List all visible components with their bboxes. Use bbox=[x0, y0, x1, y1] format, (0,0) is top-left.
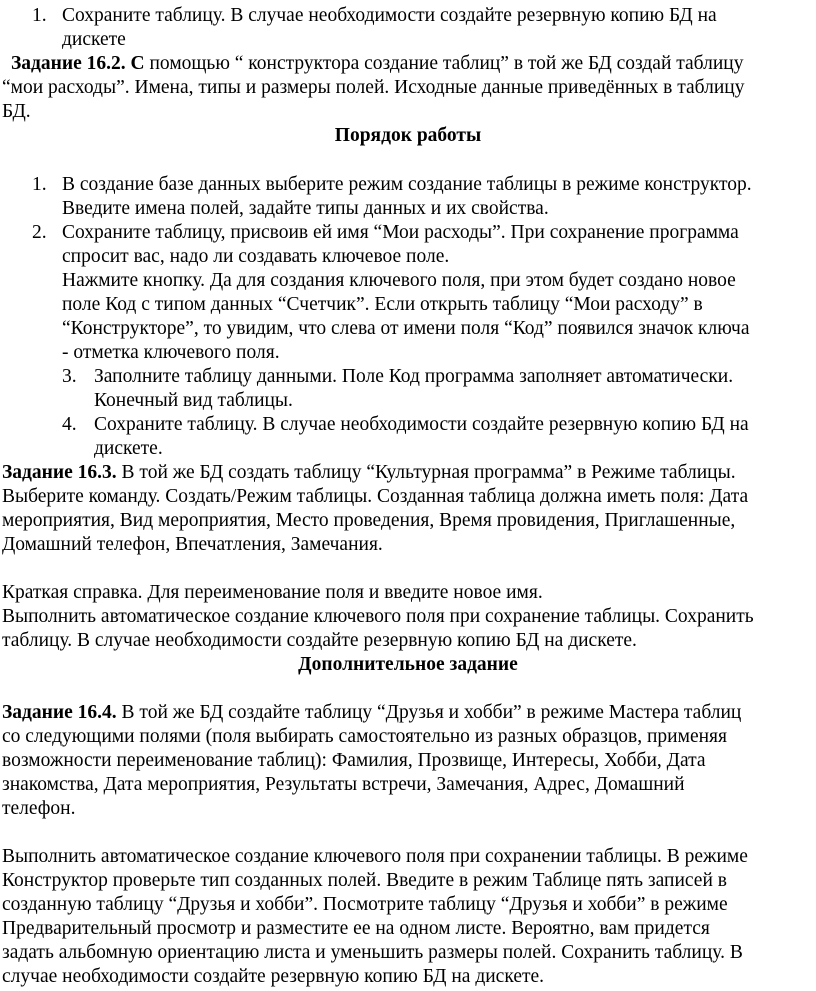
text-line: Выберите команду. Создать/Режим таблицы. Созданная таблица должна иметь поля: Дата bbox=[2, 486, 749, 507]
text-line: Сохраните таблицу. В случае необходимости создайте резервную копию БД на bbox=[62, 5, 717, 26]
text-line: В создание базе данных выберите режим создание таблицы в режиме конструктор. bbox=[62, 174, 752, 195]
text-line: БД. bbox=[2, 101, 31, 122]
list-number: 4. bbox=[62, 414, 77, 435]
text-line: Домашний телефон, Впечатления, Замечания. bbox=[2, 534, 383, 555]
text-line: Введите имена полей, задайте типы данных и их свойства. bbox=[62, 198, 549, 219]
text-line: случае необходимости создайте резервную копию БД на дискете. bbox=[2, 966, 545, 987]
list-number: 1. bbox=[32, 174, 47, 195]
text-line: таблицу. В случае необходимости создайте резервную копию БД на дискете. bbox=[2, 630, 637, 651]
text-line: спросит вас, надо ли создавать ключевое поле. bbox=[62, 246, 450, 267]
list-number: 2. bbox=[32, 222, 47, 243]
text-line: “мои расходы”. Имена, типы и размеры полей. Исходные данные приведённых в таблицу bbox=[2, 77, 745, 98]
text-line: В той же БД создать таблицу “Культурная программа” в Режиме таблицы. bbox=[116, 462, 736, 483]
text-line: В той же БД создайте таблицу “Друзья и хобби” в режиме Мастера таблиц bbox=[116, 702, 742, 723]
text-line: помощью “ конструктора создание таблиц” в той же БД создай таблицу bbox=[144, 53, 744, 74]
task-label: Задание 16.2. С bbox=[11, 53, 145, 74]
text-line: Выполнить автоматическое создание ключевого поля при сохранении таблицы. В режиме bbox=[2, 846, 748, 867]
text-line: телефон. bbox=[2, 798, 76, 819]
text-line: Предварительный просмотр и разместите ее на одном листе. Вероятно, вам придется bbox=[2, 918, 710, 939]
text-line: дискете bbox=[62, 29, 126, 50]
text-line: Нажмите кнопку. Да для создания ключевого поля, при этом будет создано новое bbox=[62, 270, 736, 291]
text-line: поле Код с типом данных “Счетчик”. Если открыть таблицу “Мои расходу” в bbox=[62, 294, 703, 315]
text-line: Сохраните таблицу. В случае необходимости создайте резервную копию БД на bbox=[94, 414, 749, 435]
text-line: мероприятия, Вид мероприятия, Место проведения, Время провидения, Приглашенные, bbox=[2, 510, 736, 531]
text-line: “Конструкторе”, то увидим, что слева от имени поля “Код” появился значок ключа bbox=[62, 318, 750, 339]
text-line: возможности переименование таблиц): Фамилия, Прозвище, Интересы, Хобби, Дата bbox=[2, 750, 706, 771]
text-line: Конструктор проверьте тип созданных полей. Введите в режим Таблице пять записей в bbox=[2, 870, 727, 891]
text-line: Заполните таблицу данными. Поле Код программа заполняет автоматически. bbox=[94, 366, 734, 387]
task-label: Задание 16.4. bbox=[2, 702, 117, 723]
text-line: со следующими полями (поля выбирать самостоятельно из разных образцов, применяя bbox=[2, 726, 727, 747]
text-line: созданную таблицу “Друзья и хобби”. Посмотрите таблицу “Друзья и хобби” в режиме bbox=[2, 894, 728, 915]
task-label: Задание 16.3. bbox=[2, 462, 117, 483]
text-line: Краткая справка. Для переименование поля и введите новое имя. bbox=[2, 582, 543, 603]
list-number: 3. bbox=[62, 366, 77, 387]
list-number: 1. bbox=[32, 5, 47, 26]
text-line: - отметка ключевого поля. bbox=[62, 342, 280, 363]
text-line: Конечный вид таблицы. bbox=[94, 390, 293, 411]
section-heading: Дополнительное задание bbox=[298, 654, 518, 675]
section-heading: Порядок работы bbox=[334, 125, 482, 146]
text-line: Сохраните таблицу, присвоив ей имя “Мои расходы”. При сохранение программа bbox=[62, 222, 739, 243]
task-16-4-first-line bbox=[2, 701, 741, 725]
text-line: знакомства, Дата мероприятия, Результаты встречи, Замечания, Адрес, Домашний bbox=[2, 774, 685, 795]
text-line: дискете. bbox=[94, 438, 163, 459]
text-line: Выполнить автоматическое создание ключевого поля при сохранение таблицы. Сохранить bbox=[2, 606, 754, 627]
task-16-2-first-line bbox=[11, 52, 743, 76]
text-line: задать альбомную ориентацию листа и уменьшить размеры полей. Сохранить таблицу. В bbox=[2, 942, 743, 963]
task-16-3-first-line bbox=[2, 461, 736, 485]
